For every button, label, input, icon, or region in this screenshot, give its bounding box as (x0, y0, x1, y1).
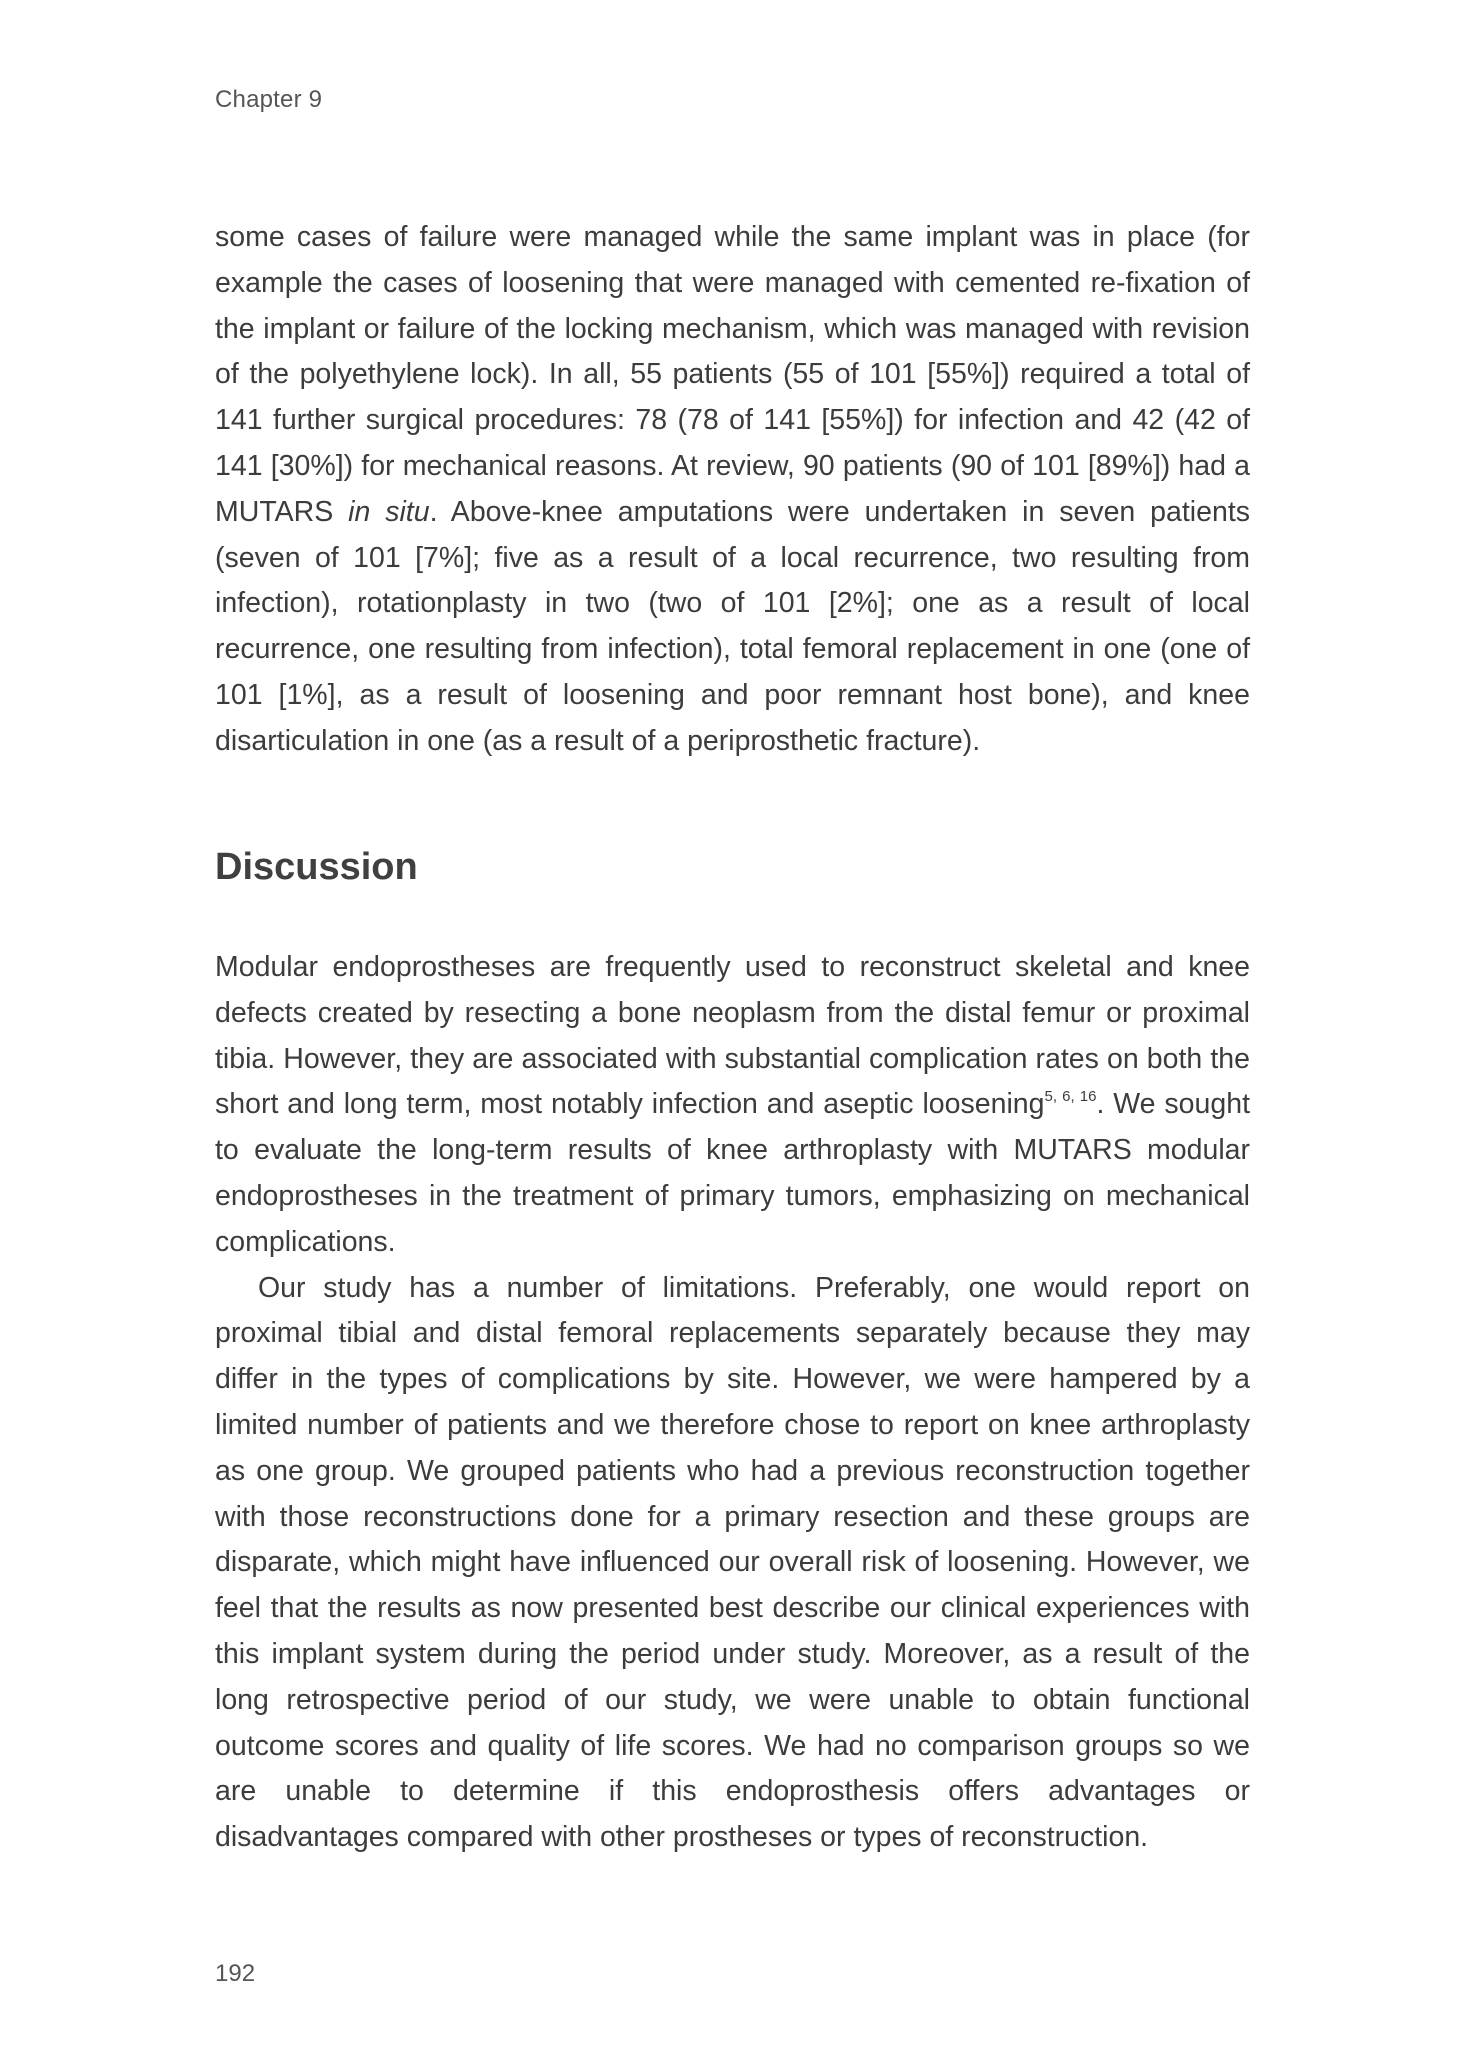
italic-term: in situ (348, 495, 430, 528)
discussion-text-part-2: . We sought to evaluate the long-term results of knee arthroplasty with MUTARS modular endoprostheses in the treatment of primary tumors, emphasizing on mechanical complications. (215, 1088, 1251, 1258)
discussion-paragraph-1 (215, 945, 1250, 1266)
discussion-text-part-1: Modular endoprostheses are frequently used to reconstruct skeletal and knee defects created by resecting a bone neoplasm from the distal femur or proximal tibia. However, they are associated with substantial complication rates on both the short and long term, most notably infection and aseptic loosening (215, 951, 1250, 1121)
results-text-block (215, 215, 1250, 765)
discussion-text-block (215, 945, 1250, 1861)
discussion-paragraph-2: Our study has a number of limitations. Preferably, one would report on proximal tibial and distal femoral replacements separately because they may differ in the types of complications by site. However, we were hampered by a limited number of patients and we therefore chose to report on knee arthroplasty as one group. We grouped patients who had a previous reconstruction together with those reconstructions done for a primary resection and these groups are disparate, which might have influenced our overall risk of loosening. However, we feel that the results as now presented best describe our clinical experiences with this implant system during the period under study. Moreover, as a result of the long retrospective period of our study, we were unable to obtain functional outcome scores and quality of life scores. We had no comparison groups so we are unable to determine if this endoprosthesis offers advantages or disadvantages compared with other prostheses or types of reconstruction. (215, 1271, 1250, 1854)
running-header: Chapter 9 (215, 86, 323, 113)
results-paragraph (215, 215, 1250, 765)
page-number: 192 (215, 1960, 256, 1987)
results-text-part-2: . Above-knee amputations were undertaken in seven patients (seven of 101 [7%]; five as a result of a local recurrence, two resulting from infection), rotationplasty in two (two of 101 [2%]; one as a result of local recurrence, one resulting from infection), total femoral replacement in one (one of 101 [1%], as a result of loosening and poor remnant host bone), and knee disarticulation in one (as a result of a periprosthetic fracture). (215, 495, 1251, 757)
results-text-part-1: some cases of failure were managed while the same implant was in place (for example the cases of loosening that were managed with cemented re-fixation of the implant or failure of the locking mechanism, which was managed with revision of the polyethylene lock). In all, 55 patients (55 of 101 [55%]) required a total of 141 further surgical procedures: 78 (78 of 141 [55%]) for infection and 42 (42 of 141 [30%]) for mechanical reasons. At review, 90 patients (90 of 101 [89%]) had a MUTARS (215, 221, 1250, 528)
section-heading-discussion: Discussion (215, 846, 418, 888)
citation-reference: 5, 6, 16 (1044, 1088, 1097, 1106)
